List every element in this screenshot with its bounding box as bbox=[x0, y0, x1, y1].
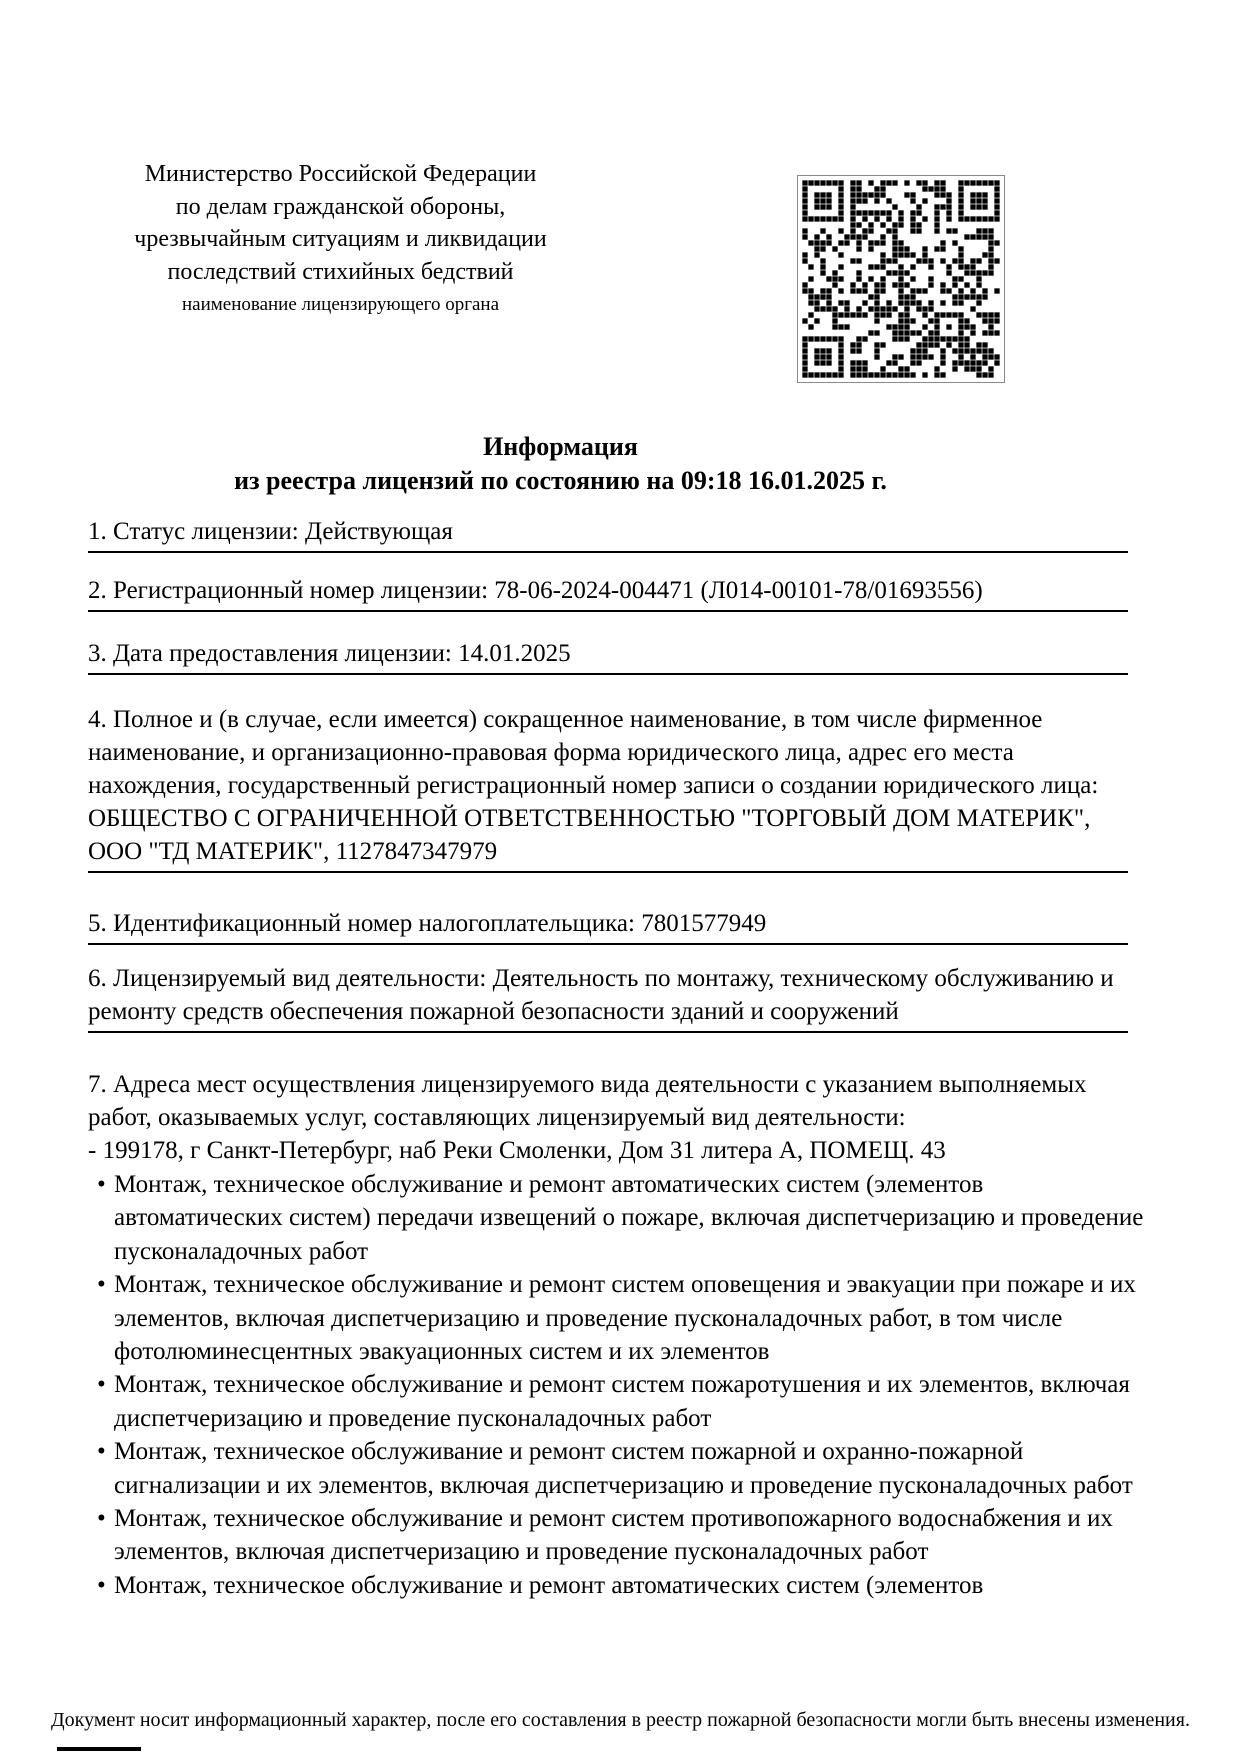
field-licensed-activity: 6. Лицензируемый вид деятельности: Деятельность по монтажу, техническому обслуживанию и ремонту средств обеспечения пожарной безопасности зданий и сооружений bbox=[88, 962, 1128, 1033]
list-item bbox=[88, 1435, 1156, 1502]
list-item bbox=[88, 1502, 1156, 1569]
field-legal-entity-name: 4. Полное и (в случае, если имеется) сокращенное наименование, в том числе фирменное наименование, и организационно-правовая форма юридического лица, адрес его места нахождения, государственный регистрационный номер записи о создании юридического лица: ОБЩЕСТВО С ОГРАНИЧЕННОЙ ОТВЕТСТВЕННОСТЬЮ "ТОРГОВЫЙ ДОМ МАТЕРИК", ООО "ТД МАТЕРИК", 1127847347979 bbox=[88, 703, 1128, 873]
qr-code bbox=[797, 175, 1005, 383]
field-registration-number: 2. Регистрационный номер лицензии: 78-06-2024-004471 (Л014-00101-78/01693556) bbox=[88, 574, 1128, 612]
list-item bbox=[88, 1168, 1156, 1268]
ministry-name-line: последствий стихийных бедствий bbox=[167, 258, 514, 285]
licensing-authority-header bbox=[88, 158, 593, 317]
cropped-next-line-fragment bbox=[57, 1747, 141, 1751]
work-description: Монтаж, техническое обслуживание и ремонт систем пожаротушения и их элементов, включая диспетчеризацию и проведение пусконаладочных работ bbox=[114, 1371, 1130, 1432]
field-activity-addresses bbox=[88, 1068, 1156, 1167]
list-item bbox=[88, 1268, 1156, 1368]
field-taxpayer-id: 5. Идентификационный номер налогоплательщика: 7801577949 bbox=[88, 907, 1128, 945]
field-license-grant-date: 3. Дата предоставления лицензии: 14.01.2025 bbox=[88, 637, 1128, 675]
bullet-icon: • bbox=[97, 1371, 106, 1399]
bullet-icon: • bbox=[97, 1505, 106, 1533]
work-description: Монтаж, техническое обслуживание и ремонт систем противопожарного водоснабжения и их элементов, включая диспетчеризацию и проведение пусконаладочных работ bbox=[114, 1505, 1113, 1566]
works-list bbox=[88, 1168, 1156, 1602]
work-description: Монтаж, техническое обслуживание и ремонт автоматических систем (элементов bbox=[114, 1571, 984, 1599]
work-description: Монтаж, техническое обслуживание и ремонт систем оповещения и эвакуации при пожаре и их элементов, включая диспетчеризацию и проведение пусконаладочных работ, в том числе фотолюминесцентных эвакуационных систем и их элементов bbox=[114, 1271, 1136, 1366]
licensing-authority-caption: наименование лицензирующего органа bbox=[181, 294, 500, 315]
work-description: Монтаж, техническое обслуживание и ремонт автоматических систем (элементов автоматических систем) передачи извещений о пожаре, включая диспетчеризацию и проведение пусконаладочных работ bbox=[114, 1171, 1144, 1265]
bullet-icon: • bbox=[97, 1171, 106, 1198]
work-description: Монтаж, техническое обслуживание и ремонт систем пожарной и охранно-пожарной сигнализации и их элементов, включая диспетчеризацию и проведение пусконаладочных работ bbox=[114, 1438, 1133, 1499]
field-license-status: 1. Статус лицензии: Действующая bbox=[88, 515, 1128, 553]
ministry-name-line: чрезвычайным ситуациям и ликвидации bbox=[134, 226, 547, 252]
title-line-1: Информация bbox=[483, 432, 638, 461]
bullet-icon: • bbox=[97, 1271, 106, 1299]
ministry-name-line: по делам гражданской обороны, bbox=[175, 193, 506, 220]
activity-addresses-intro: 7. Адреса мест осуществления лицензируемого вида деятельности с указанием выполняемых работ, оказываемых услуг, составляющих лицензируемый вид деятельности: bbox=[88, 1071, 1087, 1131]
bullet-icon: • bbox=[97, 1571, 106, 1599]
document-title bbox=[88, 430, 1033, 497]
footer-disclaimer: Документ носит информационный характер, после его составления в реестр пожарной безопасности могли быть внесены изменения. bbox=[51, 1709, 1190, 1731]
activity-address-line: - 199178, г Санкт-Петербург, наб Реки Смоленки, Дом 31 литера А, ПОМЕЩ. 43 bbox=[88, 1137, 946, 1164]
bullet-icon: • bbox=[97, 1438, 106, 1466]
list-item bbox=[88, 1569, 1156, 1602]
title-line-2: из реестра лицензий по состоянию на 09:18 16.01.2025 г. bbox=[234, 465, 887, 495]
list-item bbox=[88, 1368, 1156, 1435]
ministry-name-line: Министерство Российской Федерации bbox=[144, 161, 537, 187]
